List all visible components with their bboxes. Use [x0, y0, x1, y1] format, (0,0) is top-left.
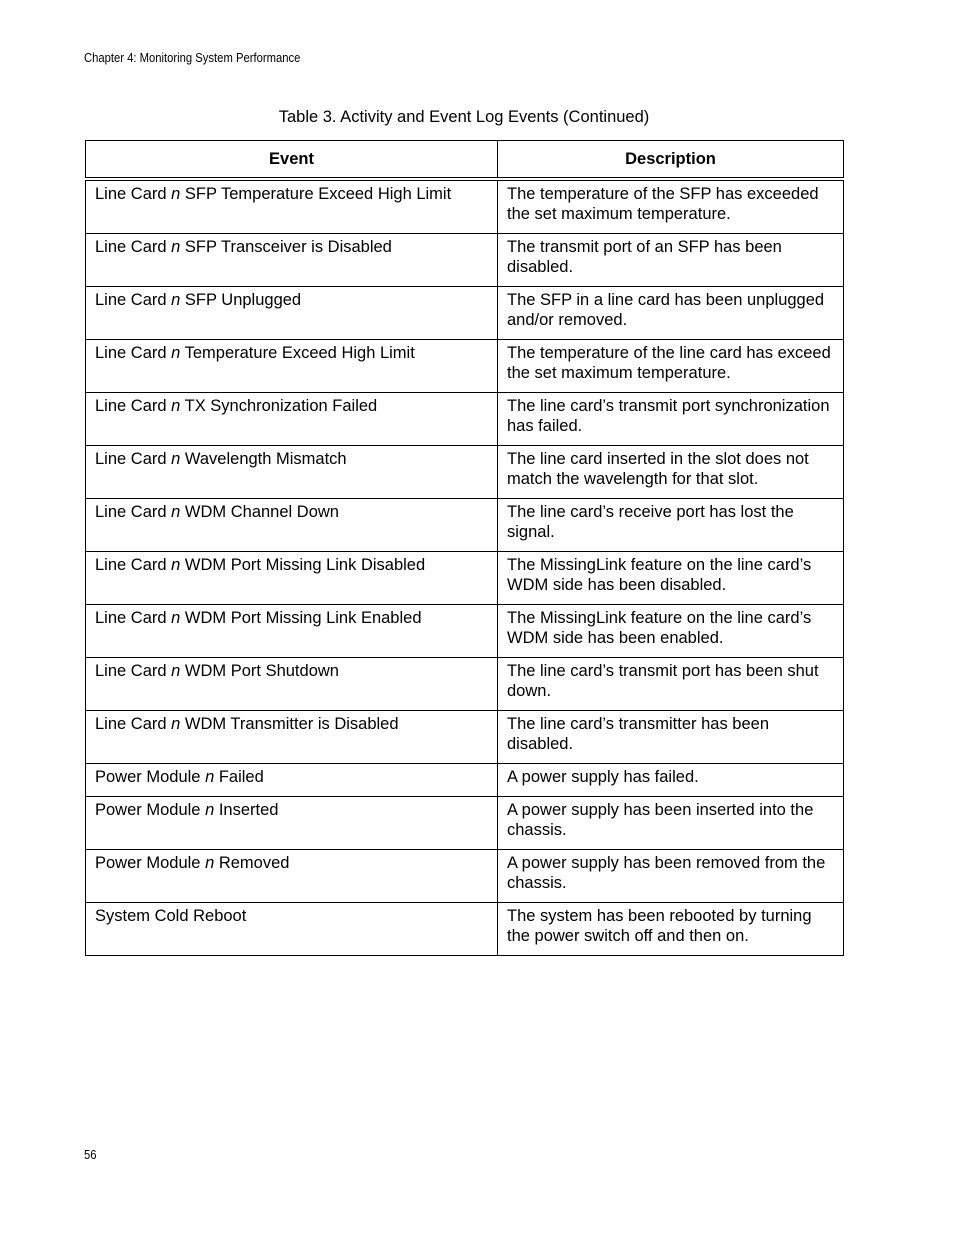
event-name-suffix: WDM Port Missing Link Disabled	[180, 556, 426, 574]
table-row	[86, 393, 844, 446]
event-name: Line Card	[95, 450, 172, 468]
table-row	[86, 658, 844, 711]
event-variable: n	[171, 715, 181, 733]
description-cell: The line card’s transmitter has been disabled.	[498, 711, 844, 764]
event-name-suffix: SFP Transceiver is Disabled	[180, 238, 392, 256]
description-cell: The temperature of the line card has exceed the set maximum temperature.	[498, 340, 844, 393]
description-cell: A power supply has been removed from the chassis.	[498, 850, 844, 903]
event-variable: n	[171, 238, 181, 256]
column-header-description: Description	[498, 141, 844, 180]
table-row	[86, 179, 844, 234]
table-row	[86, 797, 844, 850]
table-row	[86, 903, 844, 956]
running-header: Chapter 4: Monitoring System Performance	[84, 51, 301, 65]
event-name-suffix: WDM Port Shutdown	[180, 662, 339, 680]
table-row	[86, 850, 844, 903]
table-caption: Table 3. Activity and Event Log Events (Continued)	[278, 108, 650, 126]
page-number: 56	[84, 1148, 97, 1162]
event-cell	[86, 764, 498, 797]
event-cell	[86, 393, 498, 446]
column-header-event: Event	[86, 141, 498, 180]
event-name: Power Module	[95, 854, 206, 872]
event-name-suffix: Removed	[214, 854, 290, 872]
event-name-suffix: Inserted	[214, 801, 279, 819]
description-cell: The transmit port of an SFP has been disabled.	[498, 234, 844, 287]
event-variable: n	[171, 556, 181, 574]
table-row	[86, 340, 844, 393]
event-cell	[86, 179, 498, 234]
event-variable: n	[171, 344, 181, 362]
event-cell	[86, 850, 498, 903]
event-name-suffix: SFP Temperature Exceed High Limit	[180, 185, 452, 203]
description-cell: The MissingLink feature on the line card’s WDM side has been enabled.	[498, 605, 844, 658]
event-name: Line Card	[95, 662, 172, 680]
event-variable: n	[171, 291, 181, 309]
event-name: Line Card	[95, 238, 172, 256]
event-name: Line Card	[95, 291, 172, 309]
description-cell: The line card’s receive port has lost the signal.	[498, 499, 844, 552]
event-variable: n	[171, 185, 181, 203]
event-name: Line Card	[95, 503, 172, 521]
event-cell	[86, 552, 498, 605]
event-cell	[86, 658, 498, 711]
event-name-suffix: TX Synchronization Failed	[180, 397, 378, 415]
event-cell	[86, 711, 498, 764]
event-variable: n	[205, 854, 215, 872]
table-row	[86, 764, 844, 797]
event-variable: n	[205, 801, 215, 819]
event-name-suffix: WDM Channel Down	[180, 503, 339, 521]
table-row	[86, 499, 844, 552]
event-variable: n	[205, 768, 215, 786]
event-name-suffix: Temperature Exceed High Limit	[180, 344, 415, 362]
event-log-table	[85, 140, 844, 956]
description-cell: The line card’s transmit port has been shut down.	[498, 658, 844, 711]
event-name-suffix: Wavelength Mismatch	[180, 450, 347, 468]
table-header-row	[86, 141, 844, 180]
event-name-suffix: WDM Transmitter is Disabled	[180, 715, 399, 733]
description-cell: A power supply has been inserted into the chassis.	[498, 797, 844, 850]
event-variable: n	[171, 450, 181, 468]
event-cell	[86, 605, 498, 658]
event-cell	[86, 903, 498, 956]
event-cell	[86, 499, 498, 552]
description-cell: The line card’s transmit port synchronization has failed.	[498, 393, 844, 446]
description-cell: The SFP in a line card has been unplugged and/or removed.	[498, 287, 844, 340]
event-variable: n	[171, 503, 181, 521]
event-variable: n	[171, 662, 181, 680]
table-row	[86, 446, 844, 499]
event-name: Line Card	[95, 556, 172, 574]
event-name: Line Card	[95, 397, 172, 415]
description-cell: The system has been rebooted by turning the power switch off and then on.	[498, 903, 844, 956]
event-name: System Cold Reboot	[95, 907, 247, 925]
table-row	[86, 552, 844, 605]
event-name: Power Module	[95, 768, 206, 786]
event-name: Line Card	[95, 715, 172, 733]
table-row	[86, 711, 844, 764]
table-body	[86, 179, 844, 956]
event-name: Line Card	[95, 344, 172, 362]
event-name-suffix: WDM Port Missing Link Enabled	[180, 609, 422, 627]
event-name: Line Card	[95, 609, 172, 627]
table-row	[86, 287, 844, 340]
description-cell: The temperature of the SFP has exceeded the set maximum temperature.	[498, 179, 844, 234]
event-variable: n	[171, 397, 181, 415]
event-name-suffix: Failed	[214, 768, 264, 786]
event-name: Line Card	[95, 185, 172, 203]
description-cell: The MissingLink feature on the line card’s WDM side has been disabled.	[498, 552, 844, 605]
event-cell	[86, 340, 498, 393]
table-row	[86, 234, 844, 287]
event-cell	[86, 287, 498, 340]
event-cell	[86, 797, 498, 850]
description-cell: The line card inserted in the slot does not match the wavelength for that slot.	[498, 446, 844, 499]
event-variable: n	[171, 609, 181, 627]
event-name-suffix: SFP Unplugged	[180, 291, 302, 309]
event-name: Power Module	[95, 801, 206, 819]
event-cell	[86, 446, 498, 499]
description-cell: A power supply has failed.	[498, 764, 844, 797]
table-row	[86, 605, 844, 658]
event-cell	[86, 234, 498, 287]
